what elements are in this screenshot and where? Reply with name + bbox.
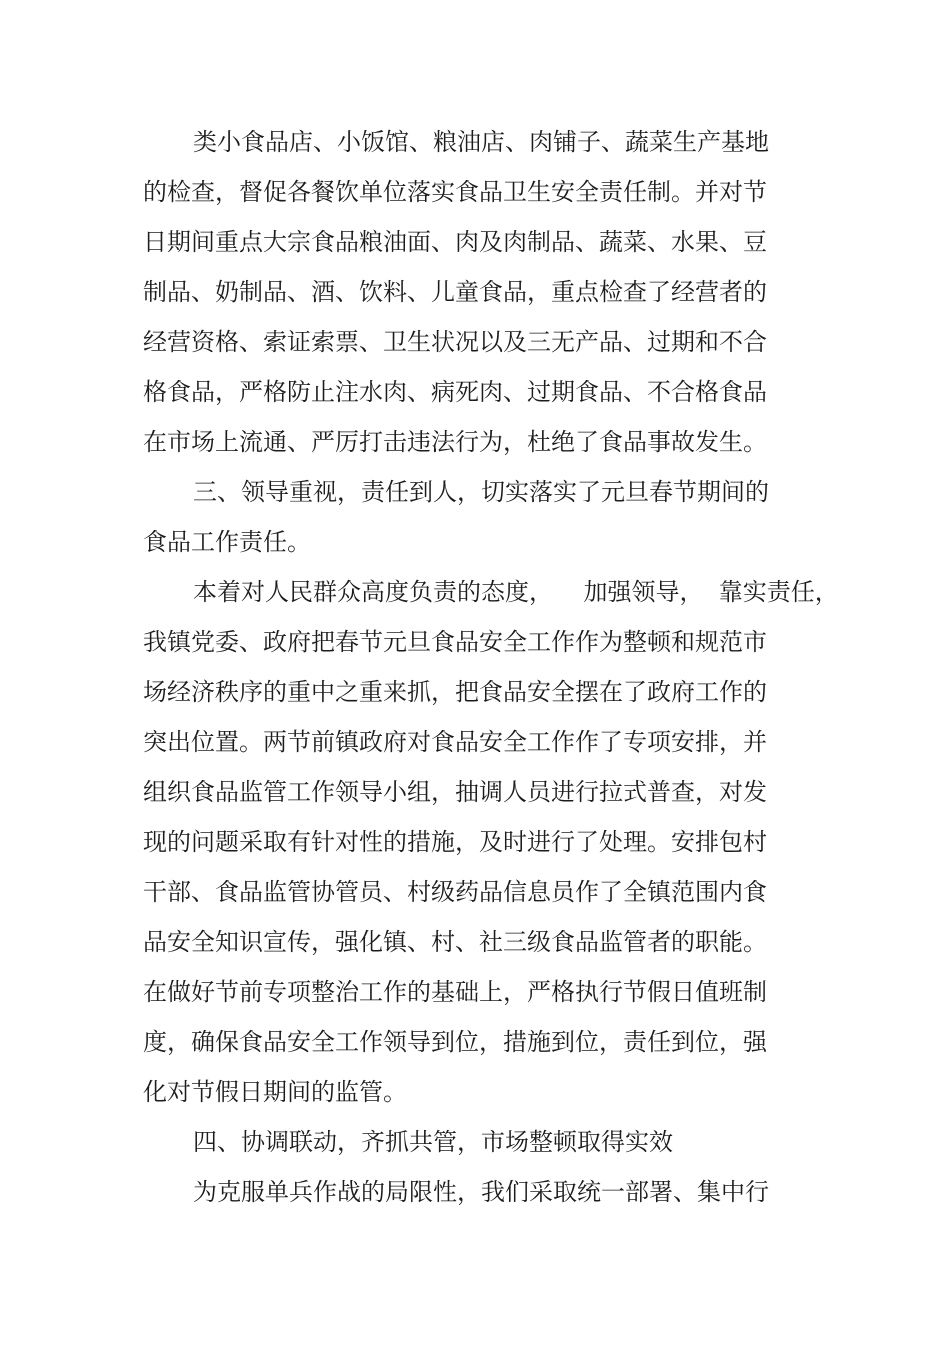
section-heading: 三、领导重视，责任到人，切实落实了元旦春节期间的 (193, 478, 769, 506)
paragraph-line: 在做好节前专项整治工作的基础上，严格执行节假日值班制 (143, 978, 767, 1006)
paragraph-line: 干部、食品监管协管员、村级药品信息员作了全镇范围内食 (143, 878, 767, 906)
paragraph-line: 类小食品店、小饭馆、粮油店、肉铺子、蔬菜生产基地 (193, 128, 769, 156)
paragraph-line: 突出位置。两节前镇政府对食品安全工作作了专项安排，并 (143, 728, 767, 756)
paragraph-line: 组织食品监管工作领导小组，抽调人员进行拉式普查，对发 (143, 778, 767, 806)
paragraph-line: 我镇党委、政府把春节元旦食品安全工作作为整顿和规范市 (143, 628, 767, 656)
paragraph-line: 化对节假日期间的监管。 (143, 1078, 407, 1106)
section-heading: 四、协调联动，齐抓共管，市场整顿取得实效 (193, 1128, 673, 1156)
paragraph-line: 格食品，严格防止注水肉、病死肉、过期食品、不合格食品 (143, 378, 767, 406)
paragraph-line: 现的问题采取有针对性的措施，及时进行了处理。安排包村 (143, 828, 767, 856)
paragraph-line: 日期间重点大宗食品粮油面、肉及肉制品、蔬菜、水果、豆 (143, 228, 767, 256)
paragraph-line: 本着对人民群众高度负责的态度， 加强领导， 靠实责任， (193, 578, 839, 606)
paragraph-line: 制品、奶制品、酒、饮料、儿童食品，重点检查了经营者的 (143, 278, 767, 306)
paragraph-line: 的检查，督促各餐饮单位落实食品卫生安全责任制。并对节 (143, 178, 767, 206)
paragraph-line: 场经济秩序的重中之重来抓，把食品安全摆在了政府工作的 (143, 678, 767, 706)
paragraph-line: 度，确保食品安全工作领导到位，措施到位，责任到位，强 (143, 1028, 767, 1056)
section-heading: 食品工作责任。 (143, 528, 311, 556)
paragraph-line: 经营资格、索证索票、卫生状况以及三无产品、过期和不合 (143, 328, 767, 356)
paragraph-line: 在市场上流通、严厉打击违法行为，杜绝了食品事故发生。 (143, 428, 767, 456)
paragraph-line: 品安全知识宣传，强化镇、村、社三级食品监管者的职能。 (143, 928, 767, 956)
paragraph-line: 为克服单兵作战的局限性，我们采取统一部署、集中行 (193, 1178, 769, 1206)
